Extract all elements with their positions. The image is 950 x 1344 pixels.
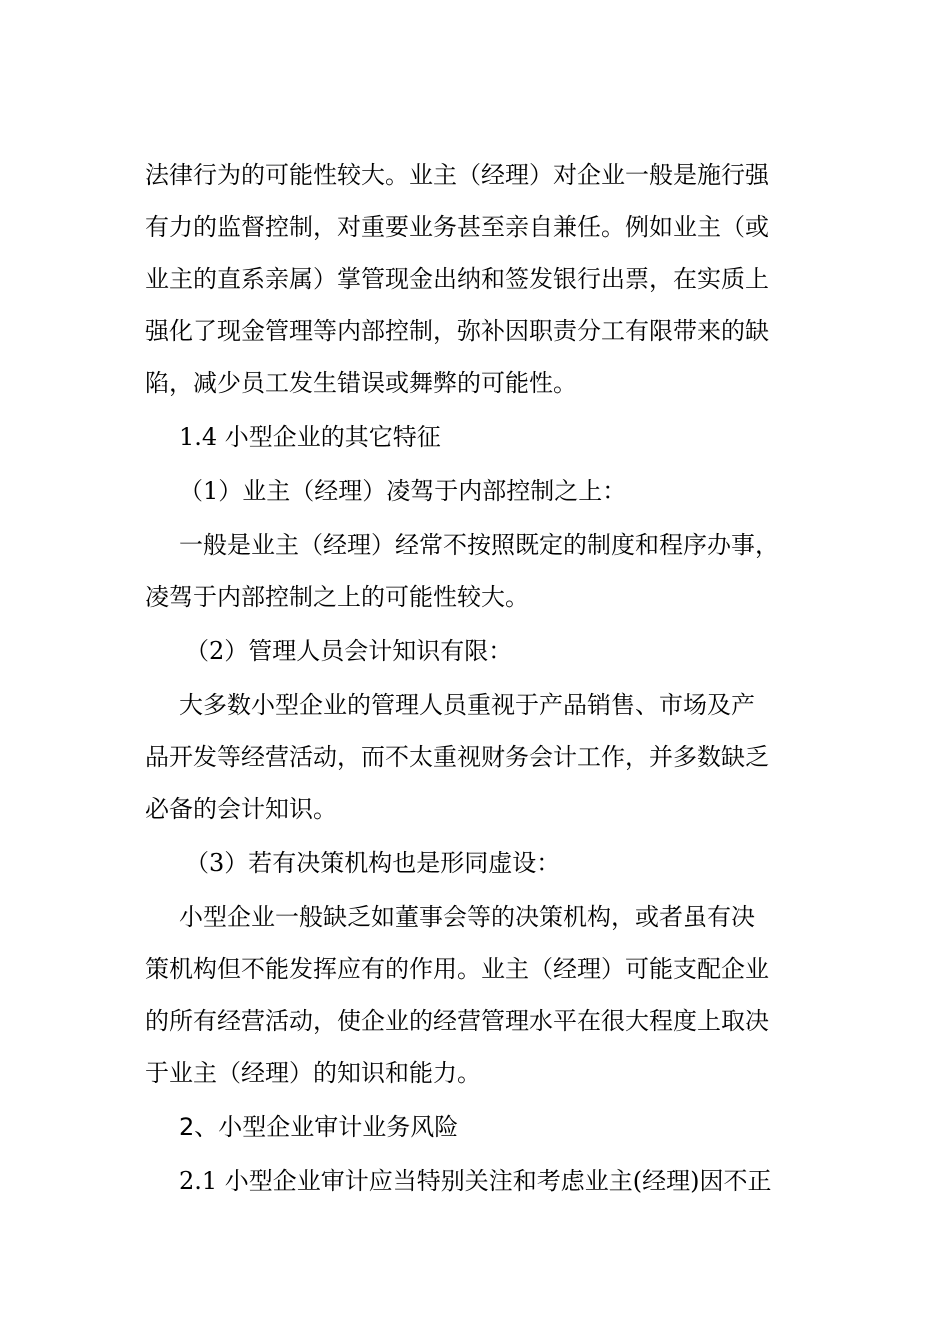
section-heading: 1.4 小型企业的其它特征 <box>179 423 441 451</box>
paragraph-line: 策机构但不能发挥应有的作用。业主（经理）可能支配企业 <box>145 955 769 983</box>
paragraph-line: 大多数小型企业的管理人员重视于产品销售、市场及产 <box>179 691 755 719</box>
subsection-heading: （1）业主（经理）凌驾于内部控制之上： <box>179 477 627 505</box>
paragraph-line: 于业主（经理）的知识和能力。 <box>145 1059 481 1087</box>
paragraph-line: 2.1 小型企业审计应当特别关注和考虑业主(经理)因不正 <box>179 1167 772 1195</box>
paragraph-line: 业主的直系亲属）掌管现金出纳和签发银行出票，在实质上 <box>145 265 769 293</box>
chapter-heading: 2、小型企业审计业务风险 <box>179 1113 459 1141</box>
subsection-heading: （2）管理人员会计知识有限： <box>185 637 513 665</box>
paragraph-line: 必备的会计知识。 <box>145 795 337 823</box>
paragraph-line: 法律行为的可能性较大。业主（经理）对企业一般是施行强 <box>145 161 769 189</box>
paragraph-line: 品开发等经营活动，而不太重视财务会计工作，并多数缺乏 <box>145 743 769 771</box>
paragraph-line: 凌驾于内部控制之上的可能性较大。 <box>145 583 529 611</box>
paragraph-line: 陷，减少员工发生错误或舞弊的可能性。 <box>145 369 577 397</box>
paragraph-line: 小型企业一般缺乏如董事会等的决策机构，或者虽有决 <box>179 903 755 931</box>
subsection-heading: （3）若有决策机构也是形同虚设： <box>185 849 561 877</box>
paragraph-line: 的所有经营活动，使企业的经营管理水平在很大程度上取决 <box>145 1007 769 1035</box>
paragraph-line: 一般是业主（经理）经常不按照既定的制度和程序办事， <box>179 531 779 559</box>
paragraph-line: 有力的监督控制，对重要业务甚至亲自兼任。例如业主（或 <box>145 213 769 241</box>
paragraph-line: 强化了现金管理等内部控制，弥补因职责分工有限带来的缺 <box>145 317 769 345</box>
